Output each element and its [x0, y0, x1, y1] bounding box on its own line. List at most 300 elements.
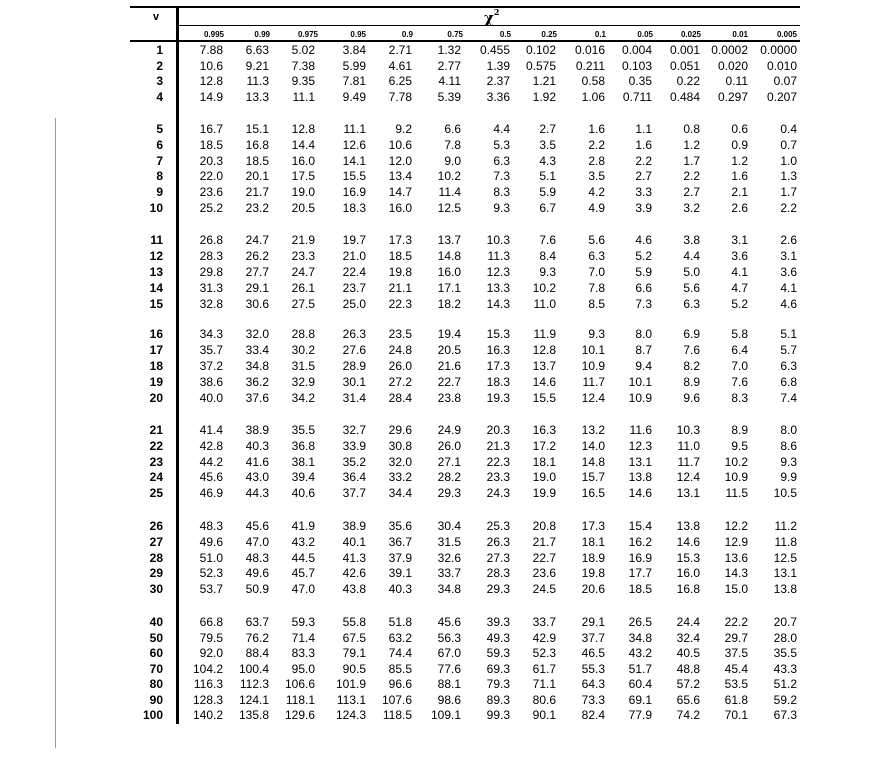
table-cell: 31.4: [342, 391, 366, 405]
table-cell: 55.8: [342, 615, 366, 629]
table-cell: 3.3: [635, 185, 652, 200]
table-cell: 8.7: [635, 343, 652, 357]
table-cell: 1.92: [532, 89, 556, 104]
table-cell: 19.0: [291, 185, 315, 200]
table-cell: 1.39: [486, 58, 510, 73]
table-cell: 1.6: [588, 122, 605, 136]
row-label-df: 28: [149, 550, 163, 565]
table-cell: 20.5: [437, 343, 461, 357]
table-cell: 21.0: [342, 249, 366, 263]
table-cell: 37.7: [342, 486, 366, 501]
table-cell: 22.7: [437, 375, 461, 389]
table-cell: 6.7: [539, 201, 556, 215]
table-cell: 3.5: [588, 169, 605, 184]
table-cell: 90.5: [342, 661, 366, 676]
table-cell: 20.6: [581, 582, 605, 597]
table-cell: 29.6: [388, 423, 412, 437]
table-cell: 35.6: [388, 519, 412, 533]
table-cell: 42.9: [532, 630, 556, 645]
table-cell: 6.3: [683, 297, 700, 311]
table-cell: 106.6: [284, 677, 315, 691]
table-cell: 63.2: [388, 630, 412, 645]
table-cell: 18.5: [199, 137, 223, 152]
table-cell: 5.3: [493, 137, 510, 152]
table-cell: 22.4: [342, 265, 366, 279]
table-cell: 107.6: [381, 692, 412, 707]
table-cell: 22.3: [388, 297, 412, 311]
table-cell: 11.5: [725, 486, 748, 501]
table-cell: 4.3: [539, 153, 556, 168]
table-cell: 36.4: [342, 470, 366, 485]
table-cell: 80.6: [532, 692, 556, 707]
chi-symbol: χ: [484, 9, 494, 27]
table-cell: 20.7: [773, 615, 797, 629]
table-cell: 32.7: [342, 423, 366, 437]
table-cell: 96.6: [388, 677, 412, 691]
table-cell: 11.1: [292, 89, 315, 104]
table-cell: 61.8: [724, 692, 748, 707]
table-cell: 42.6: [342, 566, 366, 581]
table-cell: 7.0: [731, 359, 748, 373]
table-cell: 5.7: [780, 343, 797, 357]
table-cell: 29.3: [437, 486, 461, 501]
table-cell: 34.8: [628, 630, 652, 645]
table-cell: 21.1: [388, 281, 412, 295]
table-cell: 71.4: [291, 630, 315, 645]
row-label-df: 21: [149, 423, 163, 437]
table-cell: 40.3: [388, 582, 412, 597]
table-cell: 0.211: [575, 58, 605, 73]
row-label-df: 60: [149, 646, 163, 660]
table-cell: 16.5: [581, 486, 605, 501]
table-cell: 99.3: [486, 708, 510, 722]
table-cell: 7.8: [588, 281, 605, 295]
table-cell: 77.9: [628, 708, 652, 722]
table-cell: 5.8: [731, 327, 748, 341]
table-cell: 53.5: [724, 677, 748, 691]
table-cell: 5.6: [683, 281, 700, 295]
table-cell: 31.5: [291, 359, 315, 373]
table-cell: 17.2: [532, 438, 556, 453]
table-cell: 1.7: [683, 153, 700, 168]
table-cell: 6.9: [683, 327, 700, 341]
table-cell: 0.102: [525, 43, 556, 57]
table-cell: 13.1: [676, 486, 700, 501]
table-cell: 14.9: [199, 89, 223, 104]
column-header-p: 0.99: [254, 30, 270, 39]
table-cell: 0.4: [780, 122, 797, 136]
page-edge-rule: [55, 118, 56, 748]
table-cell: 12.3: [486, 265, 510, 279]
table-cell: 10.2: [724, 454, 748, 469]
row-label-df: 70: [149, 661, 163, 676]
table-cell: 69.3: [486, 661, 510, 676]
table-cell: 40.5: [676, 646, 700, 660]
table-cell: 30.1: [342, 375, 366, 389]
table-cell: 61.7: [532, 661, 556, 676]
table-cell: 23.7: [342, 281, 366, 295]
table-cell: 10.6: [388, 137, 412, 152]
row-label-df: 100: [142, 708, 163, 722]
table-cell: 15.3: [676, 550, 700, 565]
table-cell: 41.6: [245, 454, 269, 469]
table-cell: 17.5: [291, 169, 315, 184]
table-cell: 19.9: [532, 486, 556, 501]
row-label-df: 18: [149, 359, 163, 373]
table-cell: 2.37: [486, 74, 510, 88]
table-cell: 29.1: [245, 281, 269, 295]
table-cell: 37.6: [245, 391, 269, 405]
top-rule: [130, 6, 800, 8]
table-cell: 79.5: [199, 630, 223, 645]
table-cell: 15.5: [532, 391, 556, 405]
table-cell: 25.2: [199, 201, 223, 215]
row-label-df: 1: [156, 43, 163, 57]
table-cell: 6.6: [444, 122, 461, 136]
row-label-df: 22: [149, 438, 163, 453]
table-cell: 33.7: [437, 566, 461, 581]
table-cell: 21.3: [486, 438, 510, 453]
table-cell: 40.3: [245, 438, 269, 453]
table-cell: 26.0: [437, 438, 461, 453]
table-cell: 104.2: [192, 661, 223, 676]
table-cell: 6.3: [588, 249, 605, 263]
table-cell: 4.1: [780, 281, 797, 295]
table-cell: 2.7: [635, 169, 652, 184]
table-cell: 0.020: [717, 58, 748, 73]
table-cell: 39.1: [388, 566, 412, 581]
table-cell: 26.3: [342, 327, 366, 341]
row-label-divider: [176, 6, 179, 724]
table-cell: 3.9: [635, 201, 652, 215]
table-cell: 27.5: [291, 297, 315, 311]
table-cell: 3.36: [486, 89, 510, 104]
table-cell: 51.7: [628, 661, 652, 676]
table-cell: 19.3: [486, 391, 510, 405]
table-cell: 43.8: [342, 582, 366, 597]
table-cell: 16.8: [245, 137, 269, 152]
table-cell: 15.3: [486, 327, 510, 341]
table-cell: 56.3: [437, 630, 461, 645]
table-cell: 43.2: [628, 646, 652, 660]
table-cell: 35.5: [291, 423, 315, 437]
row-label-df: 29: [149, 566, 163, 581]
table-cell: 11.0: [533, 297, 556, 311]
table-cell: 0.0002: [711, 43, 748, 57]
table-cell: 73.3: [581, 692, 605, 707]
table-cell: 109.1: [430, 708, 461, 722]
table-cell: 7.81: [342, 74, 366, 88]
table-cell: 16.0: [437, 265, 461, 279]
table-cell: 45.7: [291, 566, 315, 581]
table-cell: 8.3: [731, 391, 748, 405]
table-cell: 16.8: [676, 582, 700, 597]
table-cell: 10.2: [532, 281, 556, 295]
table-cell: 13.8: [628, 470, 652, 485]
table-cell: 43.3: [773, 661, 797, 676]
table-cell: 14.3: [724, 566, 748, 581]
table-cell: 45.6: [245, 519, 269, 533]
table-cell: 28.2: [437, 470, 461, 485]
table-cell: 17.3: [486, 359, 510, 373]
table-cell: 4.2: [588, 185, 605, 200]
table-cell: 36.8: [291, 438, 315, 453]
table-cell: 30.8: [388, 438, 412, 453]
row-label-df: 8: [156, 169, 163, 184]
table-cell: 52.3: [199, 566, 223, 581]
table-cell: 10.9: [581, 359, 605, 373]
table-cell: 14.1: [342, 153, 366, 168]
table-cell: 5.2: [635, 249, 652, 263]
table-cell: 63.7: [245, 615, 269, 629]
table-cell: 13.8: [676, 519, 700, 533]
table-cell: 5.99: [342, 58, 366, 73]
table-cell: 1.06: [581, 89, 605, 104]
table-cell: 26.8: [199, 233, 223, 247]
table-cell: 6.6: [635, 281, 652, 295]
table-cell: 3.1: [780, 249, 797, 263]
table-cell: 12.0: [388, 153, 412, 168]
table-cell: 0.016: [574, 43, 605, 57]
table-cell: 13.4: [388, 169, 412, 184]
table-cell: 140.2: [192, 708, 223, 722]
row-label-df: 5: [156, 122, 163, 136]
table-cell: 57.2: [676, 677, 700, 691]
table-cell: 34.8: [437, 582, 461, 597]
table-cell: 33.9: [342, 438, 366, 453]
table-cell: 66.8: [199, 615, 223, 629]
table-cell: 12.5: [437, 201, 461, 215]
table-cell: 18.1: [581, 534, 605, 549]
table-cell: 24.5: [532, 582, 556, 597]
column-header-p: 0.95: [350, 30, 366, 39]
table-cell: 42.8: [199, 438, 223, 453]
table-cell: 13.7: [437, 233, 461, 247]
table-cell: 2.7: [539, 122, 556, 136]
table-cell: 14.0: [581, 438, 605, 453]
table-cell: 65.6: [676, 692, 700, 707]
table-cell: 9.49: [342, 89, 366, 104]
table-cell: 3.6: [780, 265, 797, 279]
table-cell: 4.4: [493, 122, 510, 136]
table-cell: 45.4: [724, 661, 748, 676]
table-cell: 9.2: [395, 122, 412, 136]
table-cell: 37.2: [199, 359, 223, 373]
table-cell: 82.4: [581, 708, 605, 722]
table-cell: 7.38: [291, 58, 315, 73]
table-cell: 0.11: [725, 74, 748, 88]
row-label-df: 25: [149, 486, 163, 501]
table-cell: 2.71: [388, 43, 412, 57]
table-cell: 5.0: [683, 265, 700, 279]
table-cell: 28.9: [342, 359, 366, 373]
table-cell: 30.2: [291, 343, 315, 357]
table-cell: 0.35: [628, 74, 652, 88]
table-cell: 2.1: [731, 185, 748, 200]
table-cell: 14.3: [486, 297, 510, 311]
table-cell: 24.8: [388, 343, 412, 357]
table-cell: 45.6: [199, 470, 223, 485]
table-cell: 16.0: [291, 153, 315, 168]
table-cell: 5.9: [635, 265, 652, 279]
table-cell: 7.0: [588, 265, 605, 279]
table-cell: 26.2: [245, 249, 269, 263]
table-cell: 6.8: [780, 375, 797, 389]
table-cell: 19.8: [581, 566, 605, 581]
table-cell: 11.7: [582, 375, 605, 389]
table-cell: 0.297: [717, 89, 748, 104]
table-cell: 0.711: [622, 89, 652, 104]
table-cell: 12.6: [342, 137, 366, 152]
column-header-p: 0.5: [499, 30, 511, 39]
table-cell: 12.4: [676, 470, 700, 485]
table-cell: 12.8: [291, 122, 315, 136]
table-cell: 100.4: [238, 661, 269, 676]
table-cell: 22.7: [532, 550, 556, 565]
table-cell: 15.1: [245, 122, 269, 136]
table-cell: 9.35: [291, 74, 315, 88]
column-header-p: 0.1: [594, 30, 606, 39]
table-cell: 27.7: [245, 265, 269, 279]
table-cell: 0.8: [683, 122, 700, 136]
table-cell: 9.5: [731, 438, 748, 453]
row-label-df: 50: [149, 630, 163, 645]
table-cell: 18.5: [245, 153, 269, 168]
column-header-p: 0.975: [297, 30, 318, 39]
table-cell: 15.4: [628, 519, 652, 533]
table-cell: 32.0: [388, 454, 412, 469]
row-label-df: 40: [149, 615, 163, 629]
table-cell: 44.2: [199, 454, 223, 469]
table-cell: 19.8: [388, 265, 412, 279]
table-cell: 20.5: [291, 201, 315, 215]
table-cell: 43.0: [245, 470, 269, 485]
table-cell: 9.0: [444, 153, 461, 168]
table-cell: 25.0: [342, 297, 366, 311]
table-cell: 13.7: [532, 359, 556, 373]
table-cell: 36.2: [245, 375, 269, 389]
table-cell: 30.4: [437, 519, 461, 533]
table-cell: 31.5: [437, 534, 461, 549]
table-cell: 3.6: [731, 249, 748, 263]
table-cell: 48.3: [245, 550, 269, 565]
table-cell: 10.9: [724, 470, 748, 485]
table-cell: 5.39: [437, 89, 461, 104]
table-cell: 35.2: [342, 454, 366, 469]
table-cell: 38.1: [291, 454, 315, 469]
table-cell: 18.1: [532, 454, 556, 469]
table-cell: 32.6: [437, 550, 461, 565]
table-cell: 17.7: [628, 566, 652, 581]
table-cell: 10.1: [581, 343, 605, 357]
table-cell: 52.3: [532, 646, 556, 660]
table-cell: 43.2: [291, 534, 315, 549]
table-cell: 29.1: [581, 615, 605, 629]
table-cell: 49.3: [486, 630, 510, 645]
row-label-df: 30: [149, 582, 163, 597]
table-cell: 45.6: [437, 615, 461, 629]
table-cell: 118.5: [382, 708, 412, 722]
table-cell: 18.5: [628, 582, 652, 597]
table-cell: 30.6: [245, 297, 269, 311]
table-cell: 11.7: [677, 454, 700, 469]
table-cell: 20.3: [199, 153, 223, 168]
table-cell: 10.9: [628, 391, 652, 405]
table-cell: 26.5: [628, 615, 652, 629]
table-cell: 11.9: [533, 327, 556, 341]
table-cell: 13.6: [724, 550, 748, 565]
table-cell: 6.3: [780, 359, 797, 373]
table-cell: 9.3: [588, 327, 605, 341]
table-cell: 32.8: [199, 297, 223, 311]
chi-superscript: 2: [493, 7, 500, 17]
table-cell: 21.9: [291, 233, 315, 247]
row-label-df: 16: [149, 327, 163, 341]
table-cell: 32.9: [291, 375, 315, 389]
table-cell: 95.0: [291, 661, 315, 676]
table-cell: 7.3: [635, 297, 652, 311]
table-cell: 20.1: [245, 169, 269, 184]
table-cell: 1.7: [780, 185, 797, 200]
table-cell: 4.9: [588, 201, 605, 215]
table-cell: 5.1: [780, 327, 797, 341]
table-cell: 14.4: [291, 137, 315, 152]
table-cell: 7.6: [731, 375, 748, 389]
table-cell: 10.3: [676, 423, 700, 437]
table-cell: 12.9: [724, 534, 748, 549]
table-cell: 48.3: [199, 519, 223, 533]
table-cell: 14.8: [437, 249, 461, 263]
table-cell: 13.2: [581, 423, 605, 437]
table-cell: 17.3: [388, 233, 412, 247]
table-cell: 1.1: [635, 122, 652, 136]
table-cell: 8.6: [780, 438, 797, 453]
table-cell: 10.6: [199, 58, 223, 73]
row-label-df: 2: [156, 58, 163, 73]
table-cell: 14.6: [676, 534, 700, 549]
table-cell: 128.3: [192, 692, 223, 707]
row-label-df: 6: [156, 137, 163, 152]
table-cell: 69.1: [628, 692, 652, 707]
table-cell: 0.9: [731, 137, 748, 152]
table-cell: 28.4: [388, 391, 412, 405]
table-cell: 55.3: [581, 661, 605, 676]
column-header-p: 0.01: [732, 30, 748, 39]
table-cell: 7.78: [388, 89, 412, 104]
row-label-df: 23: [149, 454, 163, 469]
table-cell: 23.5: [388, 327, 412, 341]
table-cell: 47.0: [245, 534, 269, 549]
table-cell: 27.6: [342, 343, 366, 357]
row-label-df: 27: [149, 534, 163, 549]
table-cell: 9.6: [683, 391, 700, 405]
table-cell: 0.07: [773, 74, 797, 88]
table-cell: 21.7: [245, 185, 269, 200]
table-cell: 98.6: [437, 692, 461, 707]
table-cell: 0.575: [525, 58, 556, 73]
table-cell: 34.3: [199, 327, 223, 341]
table-cell: 47.0: [291, 582, 315, 597]
table-cell: 11.1: [343, 122, 366, 136]
table-cell: 23.3: [291, 249, 315, 263]
table-cell: 1.6: [635, 137, 652, 152]
row-label-df: 24: [149, 470, 163, 485]
table-cell: 16.9: [342, 185, 366, 200]
table-cell: 0.6: [731, 122, 748, 136]
table-cell: 15.5: [342, 169, 366, 184]
table-cell: 4.11: [438, 74, 461, 88]
table-cell: 5.02: [291, 43, 315, 57]
